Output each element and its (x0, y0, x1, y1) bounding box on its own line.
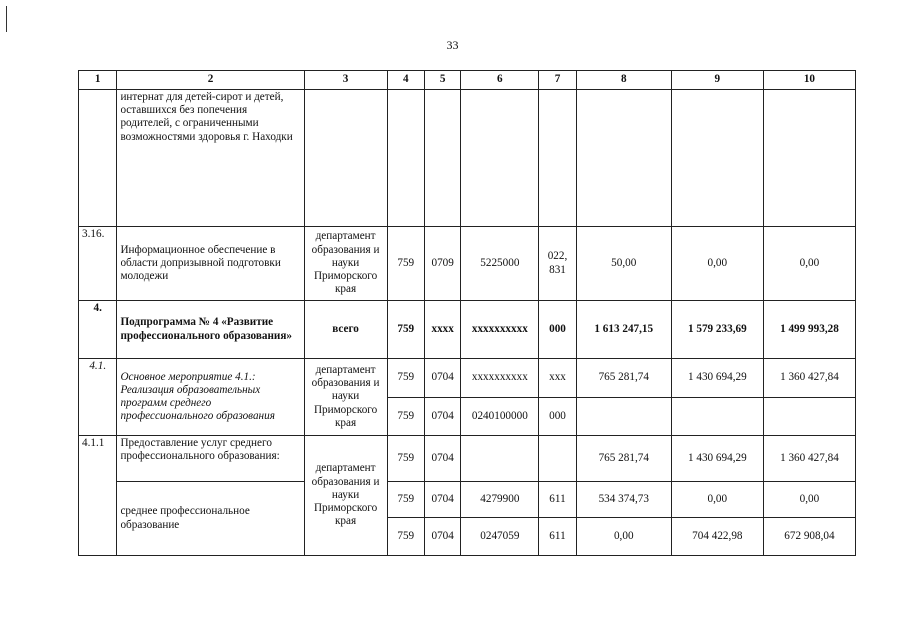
cell-section: 0704 (424, 482, 460, 518)
cell-amount-8: 0,00 (576, 518, 671, 556)
cell-grbs: 759 (387, 482, 424, 518)
cell-target: 5225000 (461, 227, 539, 301)
cell-target: 0240100000 (461, 398, 539, 436)
cell-target (461, 436, 539, 482)
cell-type: 022, 831 (539, 227, 576, 301)
cell-type: 611 (539, 482, 576, 518)
executor-cell: департамент образования и науки Приморского края (304, 436, 387, 556)
activity-name: Подпрограмма № 4 «Развитие профессионального образования» (117, 301, 304, 359)
continued-name-cell: интернат для детей-сирот и детей, оставшихся без попечения родителей, с ограниченными возможностями здоровья г. Находки (117, 90, 304, 227)
cell-amount-10: 1 360 427,84 (763, 359, 855, 398)
col-header: 5 (424, 71, 460, 90)
cell-type: 000 (539, 301, 576, 359)
cell-empty (671, 398, 763, 436)
cell-amount-9: 1 579 233,69 (671, 301, 763, 359)
cell-type: 611 (539, 518, 576, 556)
col-header: 3 (304, 71, 387, 90)
table-row (79, 90, 856, 227)
cell-empty (576, 398, 671, 436)
cell-empty (539, 90, 576, 227)
col-header: 2 (117, 71, 304, 90)
executor-cell: департамент образования и науки Приморского края (304, 227, 387, 301)
activity-name: Информационное обеспечение в области допризывной подготовки молодежи (117, 227, 304, 301)
cell-amount-8: 1 613 247,15 (576, 301, 671, 359)
cell-grbs: 759 (387, 301, 424, 359)
cell-amount-8: 765 281,74 (576, 359, 671, 398)
page-number: 33 (446, 38, 459, 52)
activity-name: среднее профессиональное образование (117, 482, 304, 556)
cell-amount-9: 1 430 694,29 (671, 359, 763, 398)
header-row (79, 71, 856, 90)
cell-amount-8: 50,00 (576, 227, 671, 301)
cell-grbs: 759 (387, 398, 424, 436)
row-number: 3.16. (79, 227, 117, 301)
cell-amount-9: 704 422,98 (671, 518, 763, 556)
cell-target: 0247059 (461, 518, 539, 556)
cell-type (539, 436, 576, 482)
cell-target: хххххххххх (461, 301, 539, 359)
cell-section: 0704 (424, 359, 460, 398)
executor-cell: департамент образования и науки Приморского края (304, 359, 387, 436)
row-number: 4.1.1 (79, 436, 117, 556)
cell-amount-9: 0,00 (671, 482, 763, 518)
cell-amount-9: 0,00 (671, 227, 763, 301)
cell-empty (461, 90, 539, 227)
cell-empty (304, 90, 387, 227)
executor-cell: всего (304, 301, 387, 359)
cell-amount-10: 0,00 (763, 227, 855, 301)
col-header: 7 (539, 71, 576, 90)
cell-amount-10: 0,00 (763, 482, 855, 518)
activity-name: Основное мероприятие 4.1.: Реализация образовательных программ среднего профессионального образования (117, 359, 304, 436)
cell-grbs: 759 (387, 227, 424, 301)
col-header: 1 (79, 71, 117, 90)
cell-section: 0704 (424, 436, 460, 482)
cell-amount-8: 534 374,73 (576, 482, 671, 518)
cell-amount-8: 765 281,74 (576, 436, 671, 482)
cell-grbs: 759 (387, 436, 424, 482)
table-row (79, 436, 856, 482)
cell-amount-10: 672 908,04 (763, 518, 855, 556)
cell-empty (387, 90, 424, 227)
row-number: 4.1. (79, 359, 117, 436)
cell-target: 4279900 (461, 482, 539, 518)
col-header: 10 (763, 71, 855, 90)
cell-empty (576, 90, 671, 227)
row-number: 4. (79, 301, 117, 359)
col-header: 6 (461, 71, 539, 90)
table-row (79, 301, 856, 359)
cell-type: 000 (539, 398, 576, 436)
table-row (79, 359, 856, 398)
cell-section: хххх (424, 301, 460, 359)
col-header: 9 (671, 71, 763, 90)
cell-empty (763, 398, 855, 436)
col-header: 4 (387, 71, 424, 90)
cell-section: 0709 (424, 227, 460, 301)
table-row (79, 482, 856, 518)
cell-empty (671, 90, 763, 227)
cell-grbs: 759 (387, 359, 424, 398)
cell-target: хххххххххх (461, 359, 539, 398)
budget-table (78, 70, 856, 556)
cell-grbs: 759 (387, 518, 424, 556)
cell-amount-10: 1 499 993,28 (763, 301, 855, 359)
cell-amount-9: 1 430 694,29 (671, 436, 763, 482)
cell-empty (763, 90, 855, 227)
scan-edge-mark (6, 6, 7, 32)
cell-type: ххх (539, 359, 576, 398)
activity-name: Предоставление услуг среднего профессионального образования: (117, 436, 304, 482)
cell-amount-10: 1 360 427,84 (763, 436, 855, 482)
cell-empty (424, 90, 460, 227)
cell-empty (79, 90, 117, 227)
cell-section: 0704 (424, 398, 460, 436)
cell-section: 0704 (424, 518, 460, 556)
table-row (79, 227, 856, 301)
col-header: 8 (576, 71, 671, 90)
